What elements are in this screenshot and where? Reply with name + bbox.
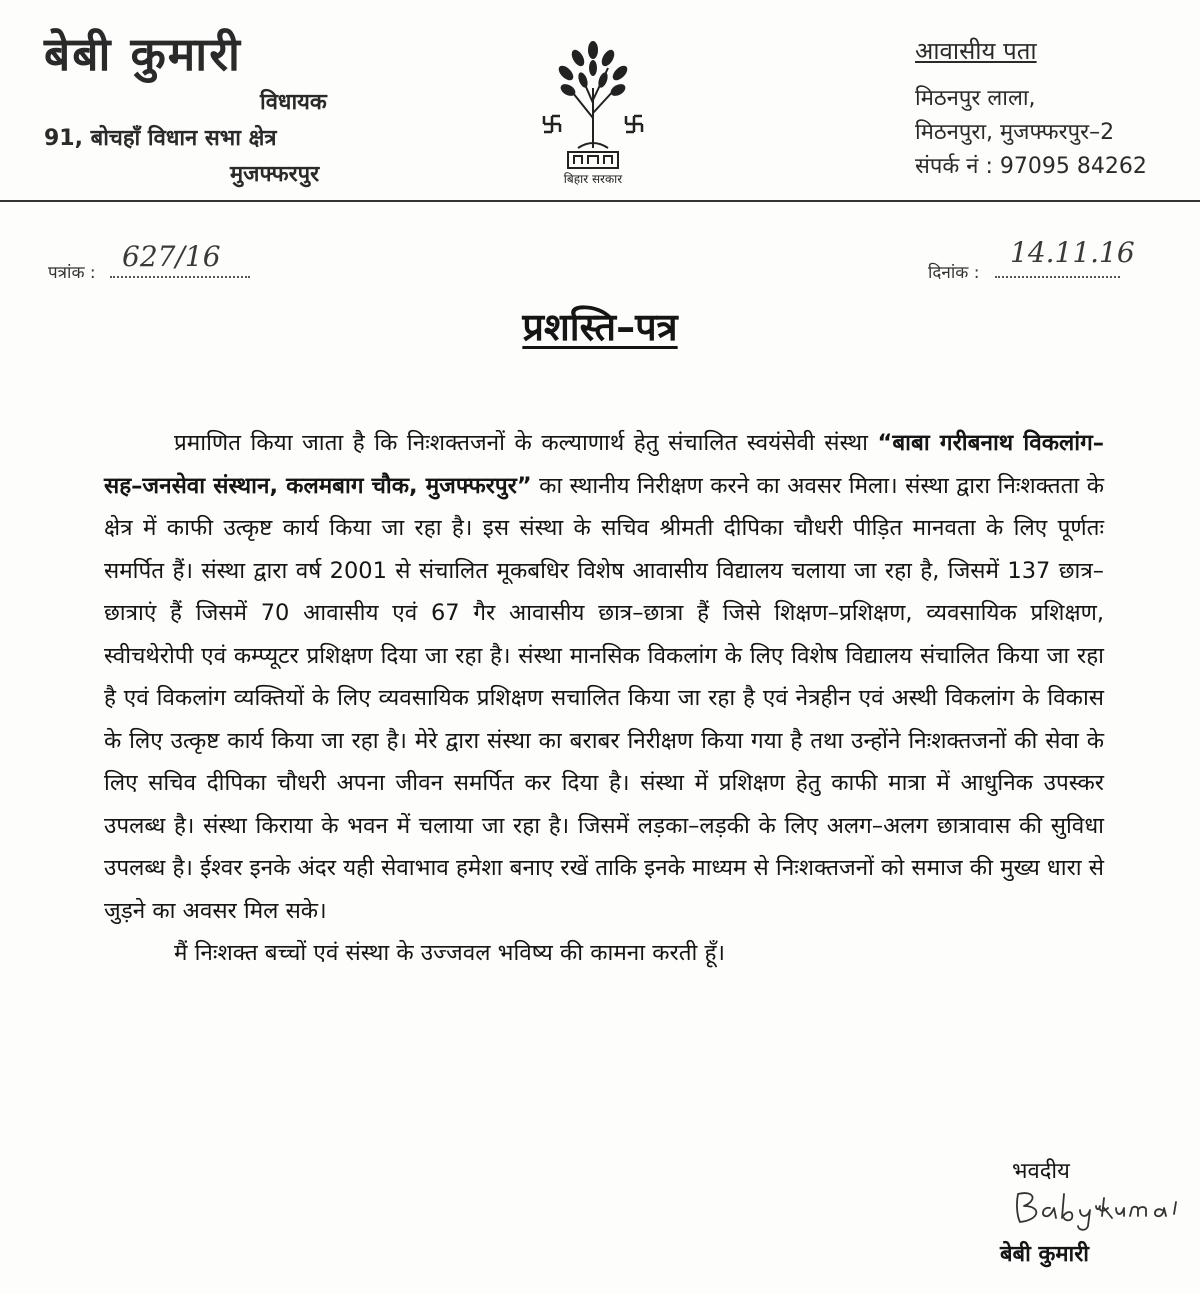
ref-number-line [110, 276, 250, 278]
body-p1-main: का स्थानीय निरीक्षण करने का अवसर मिला। संस्था द्वारा निःशक्तता के क्षेत्र में काफी उत्कृष्ट कार्य किया जा रहा है। इस संस्था के सचिव श्रीमती दीपिका चौधरी पीड़ित मानवता के लिए पूर्णतः समर्पित हैं। संस्था द्वारा वर्ष 2001 से संचालित मूकबधिर विशेष आवासीय विद्यालय चलाया जा रहा है, जिसमें 137 छात्र–छात्राएं हैं जिसमें 70 आवासीय एवं 67 गैर आवासीय छात्र–छात्रा हैं जिसे शिक्षण–प्रशिक्षण, व्यवसायिक प्रशिक्षण, स्वीचथेरोपी एवं कम्प्यूटर प्रशिक्षण दिया जा रहा है। संस्था मानसिक विकलांग के लिए विशेष विद्यालय संचालित किया जा रहा है एवं विकलांग व्यक्तियों के लिए व्यवसायिक प्रशिक्षण सचालित किया जा रहा है एवं नेत्रहीन एवं अस्थी विकलांग के विकास के लिए उत्कृष्ट कार्य किया जा रहा है। मेरे द्वारा संस्था का बराबर निरीक्षण किया गया है तथा उन्होंने निःशक्तजनों की सेवा के लिए सचिव दीपिका चौधरी अपना जीवन समर्पित कर दिया है। संस्था में प्रशिक्षण हेतु काफी मात्रा में आधुनिक उपस्कर उपलब्ध है। संस्था किराया के भवन में चलाया जा रहा है। जिसमें लड़का–लड़की के लिए अलग–अलग छात्रावास की सुविधा उपलब्ध है। ईश्वर इनके अंदर यही सेवाभाव हमेशा बनाए रखें ताकि इनके माध्यम से निःशक्तजनों को समाज की मुख्य धारा से जुड़ने का अवसर मिल सके। [104, 472, 1104, 924]
handwritten-signature [1012, 1186, 1200, 1232]
address-heading: आवासीय पता [915, 37, 1037, 65]
letterhead-constituency: 91, बोचहाँ विधान सभा क्षेत्र [44, 126, 277, 151]
ref-number-label: पत्रांक : [48, 263, 96, 283]
title-text: प्रशस्ति–पत्र [522, 305, 678, 349]
letter-body [104, 422, 1104, 975]
body-paragraph-2: मैं निःशक्त बच्चों एवं संस्था के उज्जवल भविष्य की कामना करती हूँ। [174, 940, 726, 966]
letterhead-designation: विधायक [260, 90, 327, 115]
body-p1-intro: प्रमाणित किया जाता है कि निःशक्तजनों के कल्याणार्थ हेतु संचालित स्वयंसेवी संस्था [174, 430, 878, 456]
address-line-2: मिठनपुरा, मुजफ्फरपुर–2 [915, 120, 1115, 145]
date-line [995, 276, 1120, 278]
address-line-1: मिठनपुर लाला, [915, 86, 1036, 111]
closing-salutation: भवदीय [1012, 1159, 1070, 1184]
date-label: दिनांक : [928, 263, 980, 283]
signatory-name: बेबी कुमारी [1000, 1242, 1089, 1267]
letterhead-name: बेबी कुमारी [44, 27, 242, 81]
organization-name: “बाबा गरीबनाथ विकलांग–सह–जनसेवा संस्थान, कलमबाग चौक, मुजफ्फरपुर” [104, 430, 1104, 499]
page-title [0, 300, 1200, 352]
ref-number-value: 627/16 [122, 240, 221, 273]
date-value: 14.11.16 [1010, 236, 1135, 269]
letterhead-district: मुजफ्फरपुर [230, 162, 320, 187]
body-paragraph-1 [104, 422, 1104, 932]
contact-number: संपर्क नं : 97095 84262 [915, 154, 1147, 179]
letterhead-divider [0, 200, 1200, 202]
emblem-caption: बिहार सरकार [563, 172, 623, 186]
